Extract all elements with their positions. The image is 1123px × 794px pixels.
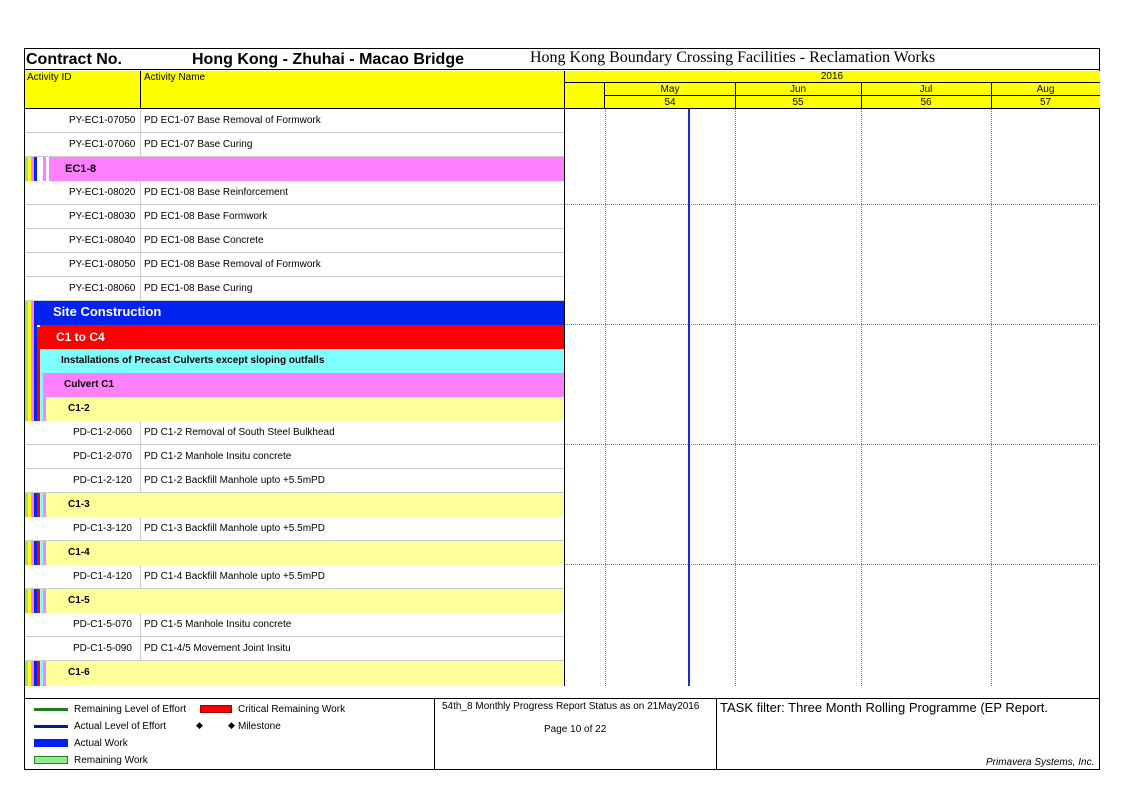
grid-line: [565, 444, 1100, 445]
table-row[interactable]: [25, 637, 564, 661]
activity-name: PD C1-2 Manhole Insitu concrete: [144, 451, 292, 462]
report-status: 54th_8 Monthly Progress Report Status as on 21May2016: [442, 701, 700, 712]
milestone-icon: ◆: [228, 720, 235, 730]
grid-line: [991, 109, 992, 686]
legend-remaining-loe: Remaining Level of Effort: [74, 704, 187, 715]
activity-id: PD-C1-5-090: [73, 643, 132, 654]
table-row[interactable]: [25, 469, 564, 493]
table-row[interactable]: [25, 181, 564, 205]
footer-divider: [716, 698, 717, 770]
group-label: C1-6: [68, 667, 90, 678]
activity-name: PD C1-3 Backfill Manhole upto +5.5mPD: [144, 523, 325, 534]
table-row[interactable]: [25, 253, 564, 277]
month-may: May: [605, 83, 735, 96]
group-row[interactable]: [40, 325, 564, 349]
week-56: 56: [920, 97, 932, 108]
month-divider: [604, 83, 605, 109]
table-row[interactable]: [25, 565, 564, 589]
legend-critical-remaining: Critical Remaining Work: [238, 704, 346, 715]
table-row[interactable]: [25, 613, 564, 637]
activity-id: PD-C1-2-070: [73, 451, 132, 462]
activity-id: PY-EC1-08050: [69, 259, 136, 270]
activity-name: PD EC1-07 Base Removal of Formwork: [144, 115, 321, 126]
week-55: 55: [792, 97, 804, 108]
month-divider: [735, 83, 736, 109]
group-label: EC1-8: [65, 163, 97, 175]
footer-divider: [434, 698, 435, 770]
group-row[interactable]: [37, 301, 564, 325]
month-jul: Jul: [861, 83, 991, 96]
group-label: C1-4: [68, 547, 90, 558]
activity-id: PY-EC1-08030: [69, 211, 136, 222]
table-row[interactable]: [25, 445, 564, 469]
project-name: Hong Kong - Zhuhai - Macao Bridge: [192, 51, 464, 68]
group-row[interactable]: [49, 397, 564, 421]
actual-loe-swatch: [34, 725, 68, 728]
actual-work-swatch: [34, 739, 68, 747]
group-label: C1-2: [68, 403, 90, 414]
activity-name: PD C1-2 Backfill Manhole upto +5.5mPD: [144, 475, 325, 486]
activity-id: PY-EC1-08020: [69, 187, 136, 198]
week-57: 57: [1039, 97, 1052, 108]
table-row[interactable]: [25, 109, 564, 133]
month-divider: [861, 83, 862, 109]
data-date-line: [688, 109, 690, 686]
table-row[interactable]: [25, 277, 564, 301]
activity-id: PD-C1-4-120: [73, 571, 132, 582]
table-row[interactable]: [25, 421, 564, 445]
grid-line: [565, 324, 1100, 325]
page-number: Page 10 of 22: [544, 724, 607, 735]
activity-id-header[interactable]: Activity ID: [27, 72, 72, 83]
grid-line: [735, 109, 736, 686]
activity-id: PD-C1-2-120: [73, 475, 132, 486]
activity-name: PD EC1-08 Base Reinforcement: [144, 187, 288, 198]
table-row[interactable]: [25, 133, 564, 157]
activity-name-header[interactable]: Activity Name: [144, 72, 206, 83]
table-row[interactable]: [25, 517, 564, 541]
activity-id: PY-EC1-08040: [69, 235, 136, 246]
report-subtitle: Hong Kong Boundary Crossing Facilities - Reclamation Works: [530, 49, 936, 66]
activity-id: PY-EC1-07060: [69, 139, 136, 150]
remaining-loe-swatch: [34, 708, 68, 711]
group-label: Site Construction: [53, 304, 162, 319]
activity-name: PD C1-2 Removal of South Steel Bulkhead: [144, 427, 335, 438]
group-row[interactable]: [49, 157, 564, 181]
group-row[interactable]: [49, 661, 564, 685]
activity-id: PD-C1-5-070: [73, 619, 132, 630]
activity-table: [25, 109, 564, 686]
month-jun: Jun: [735, 83, 861, 96]
month-aug: Aug: [991, 83, 1100, 96]
grid-line: [565, 204, 1100, 205]
remaining-work-swatch: [34, 756, 68, 764]
legend-remaining-work: Remaining Work: [74, 755, 148, 766]
month-divider: [991, 83, 992, 109]
activity-id: PD-C1-2-060: [73, 427, 132, 438]
grid-line: [605, 109, 606, 686]
group-row[interactable]: [49, 541, 564, 565]
legend-milestone: Milestone: [238, 721, 281, 732]
group-row[interactable]: [49, 589, 564, 613]
activity-name: PD C1-4 Backfill Manhole upto +5.5mPD: [144, 571, 325, 582]
group-label: Culvert C1: [64, 379, 115, 390]
activity-name: PD EC1-08 Base Removal of Formwork: [144, 259, 321, 270]
gantt-chart-area[interactable]: [564, 109, 1100, 686]
vendor-label: Primavera Systems, Inc.: [986, 757, 1095, 768]
activity-id: PY-EC1-08060: [69, 283, 136, 294]
table-row[interactable]: [25, 229, 564, 253]
group-label: Installations of Precast Culverts except sloping outfalls: [61, 355, 325, 366]
task-filter: TASK filter: Three Month Rolling Programme (EP Report.: [720, 700, 1049, 715]
milestone-icon: ◆: [196, 720, 203, 730]
week-54: 54: [664, 97, 676, 108]
legend-actual-work: Actual Work: [74, 738, 128, 749]
activity-name: PD EC1-08 Base Curing: [144, 283, 253, 294]
activity-name: PD C1-4/5 Movement Joint Insitu: [144, 643, 291, 654]
table-row[interactable]: [25, 205, 564, 229]
grid-line: [861, 109, 862, 686]
activity-id: PD-C1-3-120: [73, 523, 132, 534]
contract-label: Contract No.: [26, 51, 122, 68]
group-label: C1 to C4: [56, 330, 105, 344]
activity-name: PD C1-5 Manhole Insitu concrete: [144, 619, 292, 630]
activity-id: PY-EC1-07050: [69, 115, 136, 126]
activity-name: PD EC1-07 Base Curing: [144, 139, 253, 150]
column-separator: [140, 71, 141, 109]
activity-name: PD EC1-08 Base Concrete: [144, 235, 264, 246]
activity-name: PD EC1-08 Base Formwork: [144, 211, 268, 222]
grid-line: [565, 564, 1100, 565]
column-header: [25, 71, 564, 109]
group-row[interactable]: [46, 373, 564, 397]
legend-actual-loe: Actual Level of Effort: [74, 721, 167, 732]
group-row[interactable]: [49, 493, 564, 517]
group-row[interactable]: [43, 349, 564, 373]
timescale-year: 2016: [564, 71, 1100, 83]
group-label: C1-5: [68, 595, 90, 606]
group-label: C1-3: [68, 499, 90, 510]
critical-remaining-swatch: [200, 705, 232, 713]
